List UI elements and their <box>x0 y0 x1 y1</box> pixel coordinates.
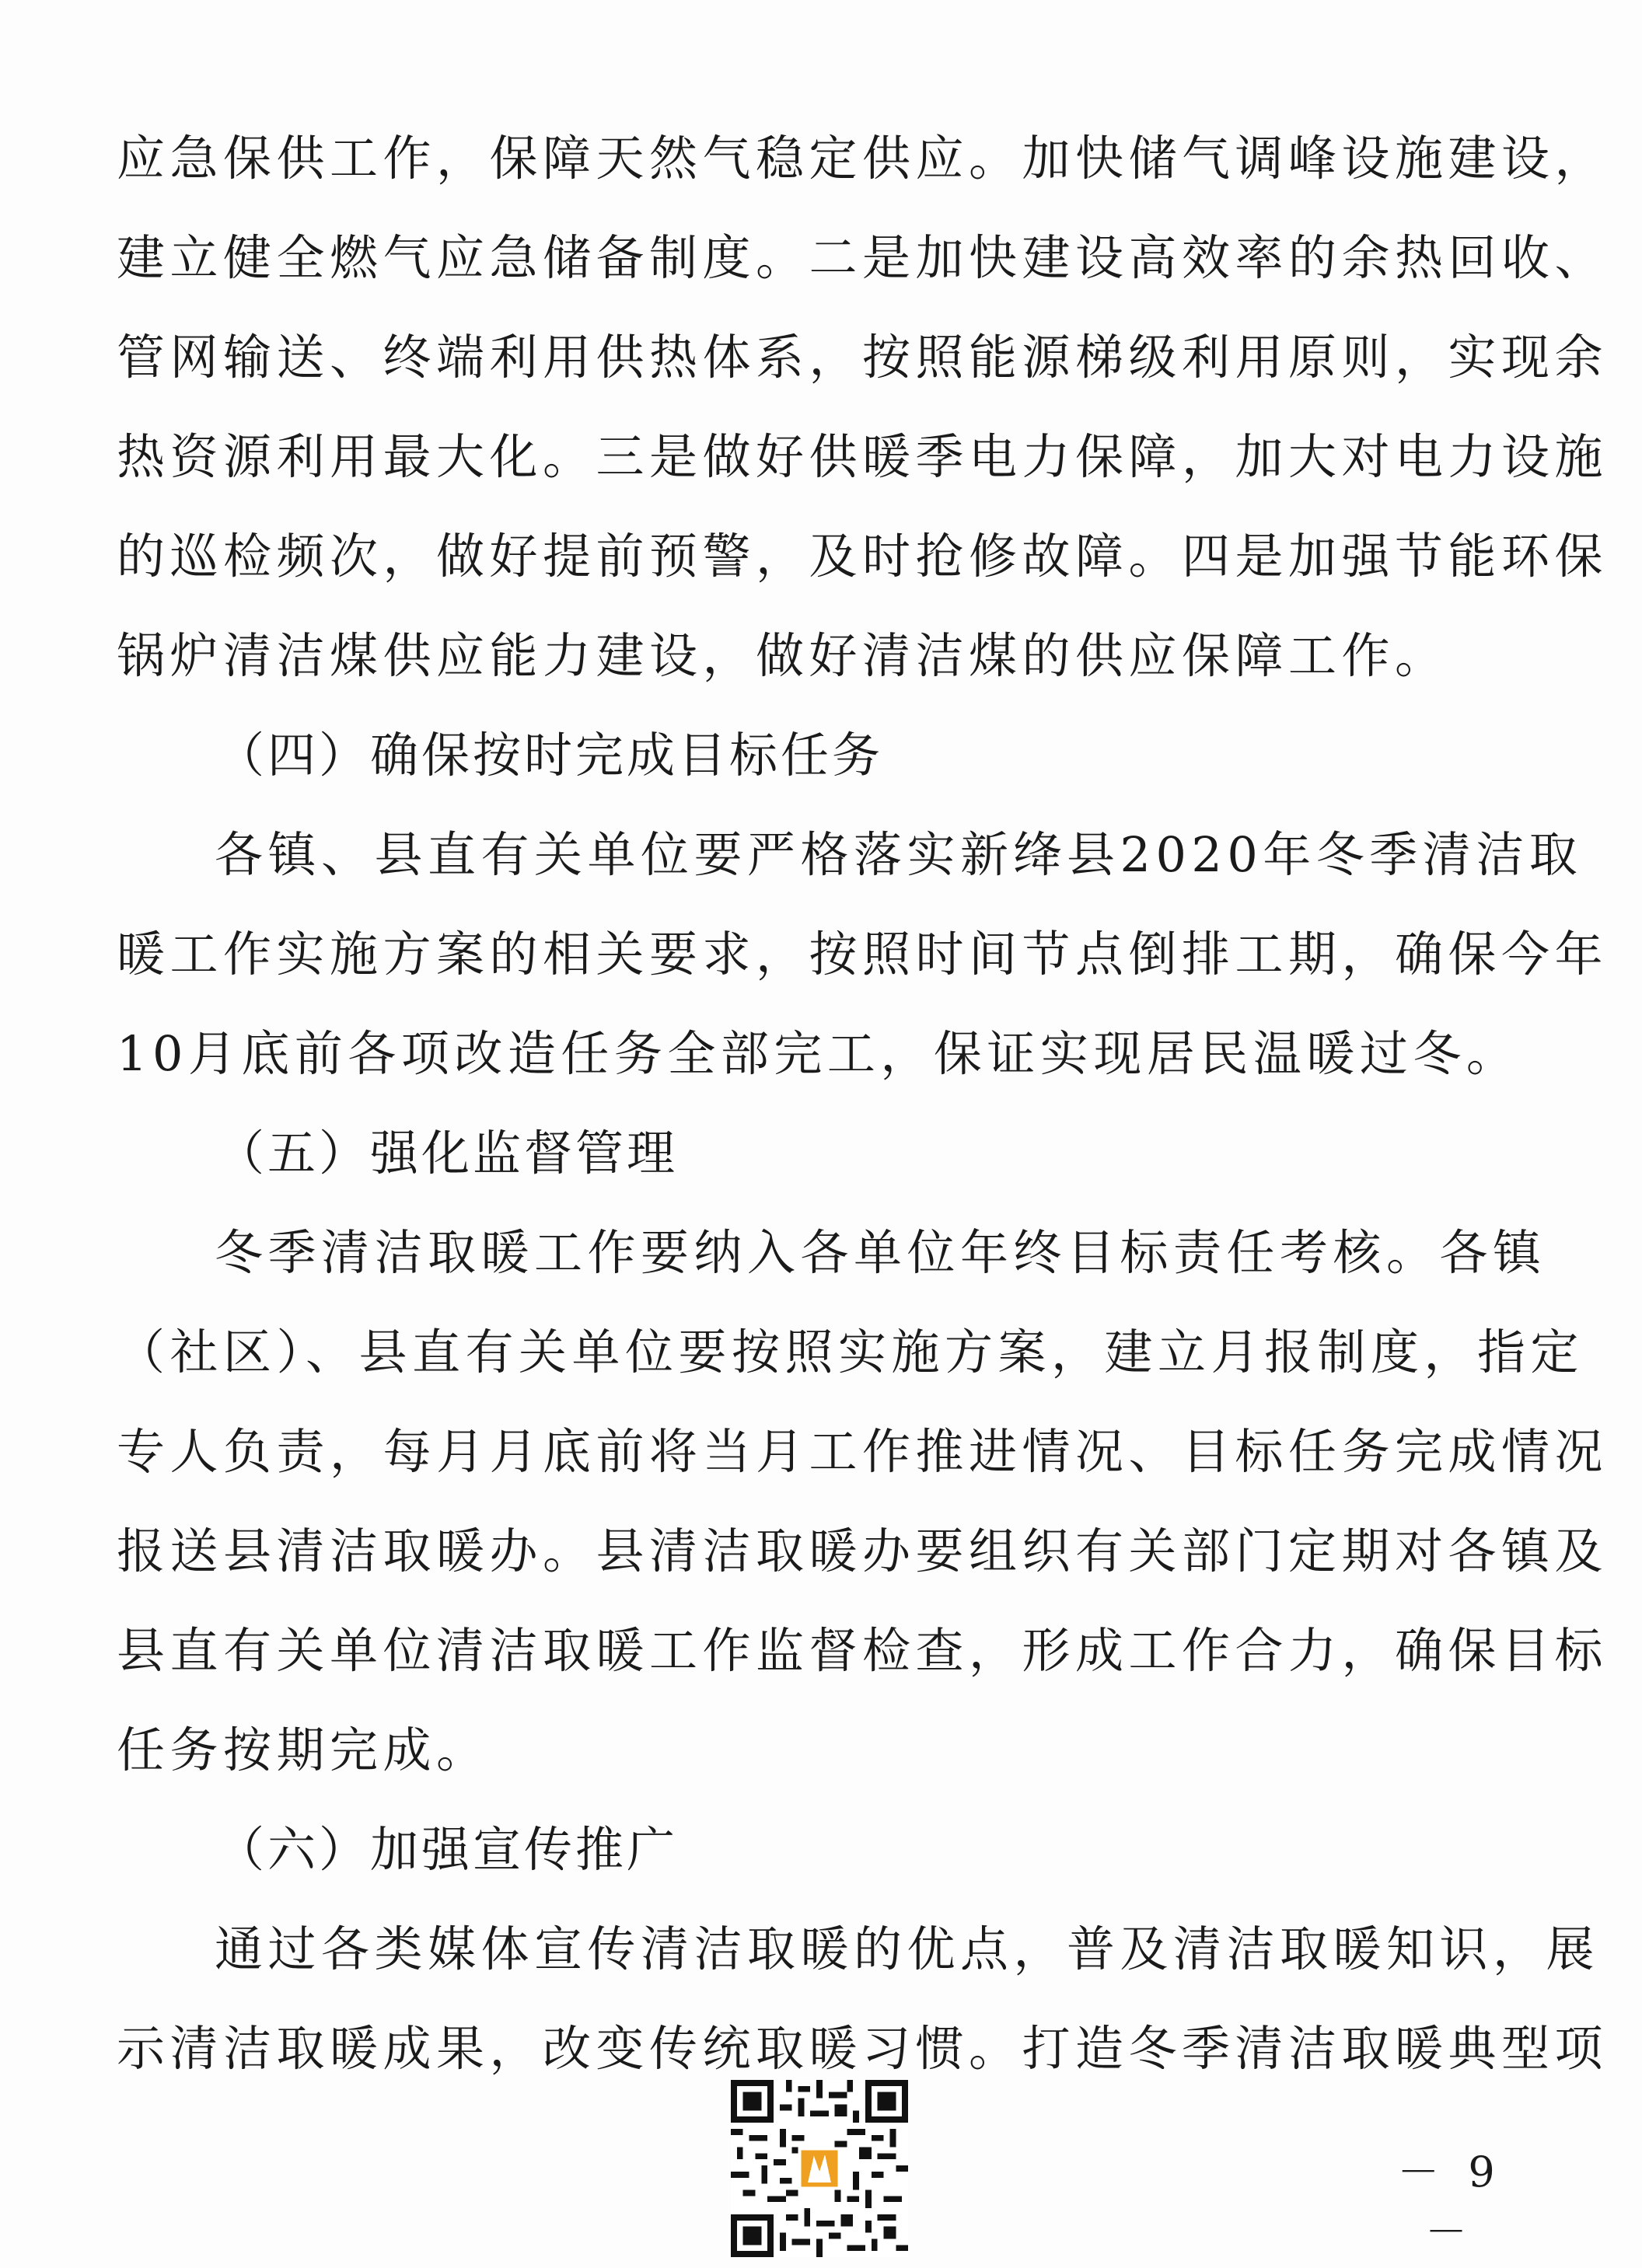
body-line: 任务按期完成。 <box>117 1722 490 1778</box>
paragraph-first-line: 冬季清洁取暖工作要纳入各单位年终目标责任考核。各镇 <box>215 1224 1546 1281</box>
section-heading-4: （四）确保按时完成目标任务 <box>216 727 884 783</box>
section-heading-5: （五）强化监督管理 <box>216 1125 679 1181</box>
document-body <box>117 109 1609 2099</box>
body-line: 热资源利用最大化。三是做好供暖季电力保障，加大对电力设施 <box>117 428 1609 485</box>
qr-code-icon <box>731 2080 908 2257</box>
page-number: － 9 － <box>1397 2148 1503 2256</box>
body-line: 建立健全燃气应急储备制度。二是加快建设高效率的余热回收、 <box>117 229 1609 286</box>
paragraph-first-line: 通过各类媒体宣传清洁取暖的优点，普及清洁取暖知识，展 <box>215 1921 1600 1977</box>
body-line: （社区）、县直有关单位要按照实施方案，建立月报制度，指定 <box>117 1324 1584 1380</box>
body-line: 10月底前各项改造任务全部完工，保证实现居民温暖过冬。 <box>117 1025 1520 1082</box>
body-line: 示清洁取暖成果，改变传统取暖习惯。打造冬季清洁取暖典型项 <box>117 2020 1609 2077</box>
paragraph-first-line: 各镇、县直有关单位要严格落实新绛县2020年冬季清洁取 <box>215 826 1583 883</box>
body-line: 县直有关单位清洁取暖工作监督检查，形成工作合力，确保目标 <box>117 1622 1609 1679</box>
body-line: 的巡检频次，做好提前预警，及时抢修故障。四是加强节能环保 <box>117 528 1609 584</box>
section-heading-6: （六）加强宣传推广 <box>216 1821 679 1878</box>
qr-code-graphic <box>731 2080 908 2257</box>
body-line: 锅炉清洁煤供应能力建设，做好清洁煤的供应保障工作。 <box>117 627 1448 684</box>
body-line: 专人负责，每月月底前将当月工作推进情况、目标任务完成情况 <box>117 1423 1609 1480</box>
body-line: 管网输送、终端利用供热体系，按照能源梯级利用原则，实现余 <box>117 329 1609 386</box>
body-line: 暖工作实施方案的相关要求，按照时间节点倒排工期，确保今年 <box>117 926 1609 982</box>
body-line: 报送县清洁取暖办。县清洁取暖办要组织有关部门定期对各镇及 <box>117 1523 1609 1579</box>
body-line: 应急保供工作，保障天然气稳定供应。加快储气调峰设施建设， <box>117 130 1609 187</box>
